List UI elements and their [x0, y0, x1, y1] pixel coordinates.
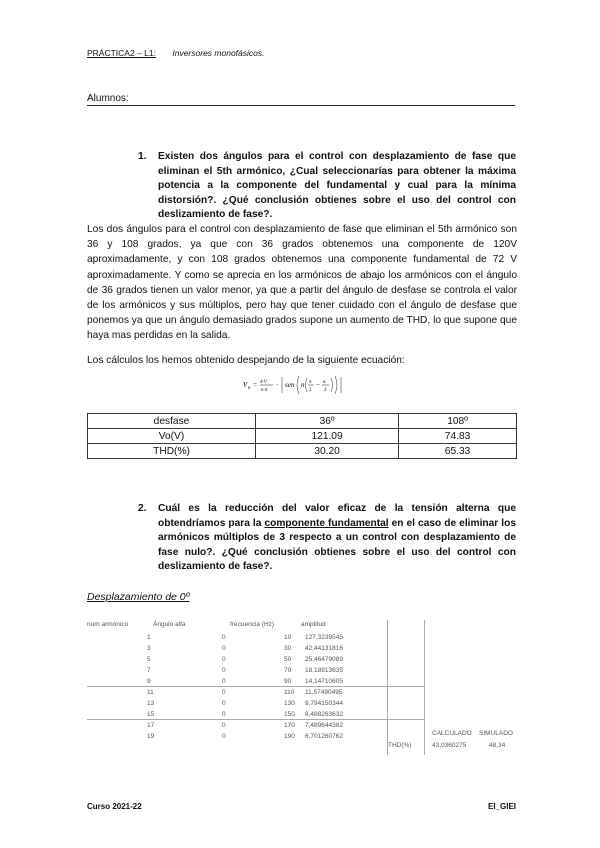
svg-text:V: V [243, 381, 248, 389]
sheet-cell: 15 [147, 711, 155, 718]
sheet-cell: 1 [147, 634, 151, 641]
sheet-cell: 0 [222, 711, 226, 718]
sheet-cell: 25,46479089 [305, 656, 343, 663]
table-row [88, 414, 517, 429]
sheet-cell: 50 [284, 656, 292, 663]
svg-text:4·V: 4·V [260, 380, 267, 385]
question-1-number: 1. [138, 151, 147, 162]
sheet-cell: 11,57490495 [305, 689, 343, 696]
sheet-cell: 0 [222, 667, 226, 674]
sheet-cell: 42,44131816 [305, 645, 343, 652]
thd-label: THD(%) [388, 742, 412, 749]
sheet-cell: 0 [222, 733, 226, 740]
table-cell: 36º [256, 414, 399, 429]
calc-text: Los cálculos los hemos obtenido despejando de la siguiente ecuación: [87, 355, 405, 366]
thd-calc-value: 43,0360275 [432, 742, 467, 749]
question-2-underlined: componente fundamental [264, 517, 389, 529]
equation-image [243, 372, 363, 396]
footer-course: Curso 2021-22 [87, 802, 142, 811]
sheet-divider [387, 620, 388, 755]
sheet-header: frecuencia (Hz) [230, 621, 275, 628]
question-2-text-a: Cuál es la reducción del valor eficaz de la tensión alterna que obtendríamos para la [158, 503, 516, 529]
question-1 [138, 150, 516, 223]
sheet-cell: 0 [222, 678, 226, 685]
svg-text:n·π: n·π [261, 388, 268, 393]
alumnos-label: Alumnos: [87, 93, 515, 106]
table-cell: 65.33 [399, 444, 517, 459]
question-2-text-b: en el caso de eliminar los armónicos múltiplos de 3 respecto a un control con desplazamiento de fase nulo?. ¿Qué conclusión obtienes sobre el uso del control con deslizamiento de fase?. [158, 517, 516, 572]
answer-1: Los dos ángulos para el control con desplazamiento de fase que eliminan el 5th armónico son 36 y 108 grados, ya que con 36 grados obtenemos una componente de 120V aproximadamente, y con 108 grados obtenemos una componente fundamental de 72 V aproximadamente. Y como se aprecia en los armónicos de abajo los armónicos con el ángulo de 36 grados tienen un valor menor, ya que a partir del ángulo de desfase se controla el valor de los armónicos y sus múltiplos, pero hay que tener cuidado con el ángulo de desfase que ponemos ya que un ángulo demasiado grados supone un aumento de THD, lo que supone que haya mas perdidas en la salida. [87, 224, 517, 342]
svg-text:n: n [301, 381, 305, 389]
sheet-cell: 0 [222, 656, 226, 663]
svg-text:=: = [253, 381, 257, 389]
sheet-divider [87, 719, 424, 720]
sheet-cell: 10 [284, 634, 292, 641]
sheet-cell: 9 [147, 678, 151, 685]
question-1-text: Existen dos ángulos para el control con desplazamiento de fase que eliminan el 5th armónico, ¿Cual seleccionarías para obtener la máxima potencia a la componente del fundamental y cual para la mínima distorsión?. ¿Qué conclusión obtienes sobre el uso del control con deslizamiento de fase?. [158, 151, 516, 220]
sheet-cell: 170 [284, 722, 295, 729]
sheet-cell: 0 [222, 634, 226, 641]
svg-text:−: − [316, 381, 320, 389]
sheet-cell: 130 [284, 700, 295, 707]
sheet-cell: 0 [222, 645, 226, 652]
sheet-divider [424, 620, 425, 755]
svg-text:sen: sen [285, 381, 295, 389]
practice-subject: Inversores monofásicos. [172, 48, 265, 58]
sheet-divider [87, 686, 424, 687]
table-row [88, 429, 517, 444]
sheet-cell: 7 [147, 667, 151, 674]
sheet-cell: 9,794150344 [305, 700, 343, 707]
svg-text:·: · [276, 381, 279, 389]
sheet-cell: 190 [284, 733, 295, 740]
results-table [87, 413, 517, 459]
sheet-cell: 11 [147, 689, 154, 696]
svg-text:2: 2 [324, 388, 327, 393]
sheet-cell: 13 [147, 700, 155, 707]
table-cell: desfase [88, 414, 256, 429]
sheet-cell: 6,701260762 [305, 733, 343, 740]
section-title: Desplazamiento de 0º [87, 591, 190, 603]
sheet-cell: 110 [284, 689, 295, 696]
sheet-header: amplitud [301, 621, 326, 628]
sheet-cell: 0 [222, 689, 226, 696]
svg-text:n: n [248, 386, 251, 391]
question-2-text [158, 502, 516, 575]
sheet-cell: 17 [147, 722, 155, 729]
spreadsheet-capture [87, 620, 517, 755]
thd-sim-value: 48,34 [489, 742, 506, 749]
sheet-cell: 18,18913635 [305, 667, 343, 674]
sheet-cell: 7,489644382 [305, 722, 343, 729]
sheet-cell: 3 [147, 645, 151, 652]
sheet-cell: 8,488263632 [305, 711, 343, 718]
sheet-cell: 0 [222, 722, 226, 729]
sheet-cell: 5 [147, 656, 151, 663]
sheet-cell: 19 [147, 733, 155, 740]
footer-code: EI_GIEI [487, 802, 516, 811]
sheet-cell: 150 [284, 711, 295, 718]
sheet-cell: 90 [284, 678, 292, 685]
thd-sim-header: SIMULADO [479, 730, 513, 737]
svg-text:2: 2 [309, 388, 312, 393]
sheet-cell: 70 [284, 667, 292, 674]
table-row [88, 444, 517, 459]
question-2-number: 2. [138, 503, 147, 514]
table-cell: THD(%) [88, 444, 256, 459]
table-cell: 108º [399, 414, 517, 429]
table-cell: Vo(V) [88, 429, 256, 444]
sheet-header: Ángulo alfa [153, 621, 186, 628]
document-header [87, 48, 264, 58]
svg-text:α: α [323, 380, 326, 385]
svg-text:π: π [309, 380, 312, 385]
thd-calc-header: CALCULADO [432, 730, 472, 737]
sheet-cell: 30 [284, 645, 292, 652]
sheet-cell: 0 [222, 700, 226, 707]
question-2 [138, 502, 516, 575]
practice-code: PRÁCTICA2 – L1: [87, 48, 156, 58]
sheet-cell: 127,3239545 [305, 634, 343, 641]
table-cell: 74.83 [399, 429, 517, 444]
table-cell: 121.09 [256, 429, 399, 444]
sheet-header: num armónico [87, 621, 129, 628]
table-cell: 30.20 [256, 444, 399, 459]
sheet-cell: 14,14710605 [305, 678, 343, 685]
